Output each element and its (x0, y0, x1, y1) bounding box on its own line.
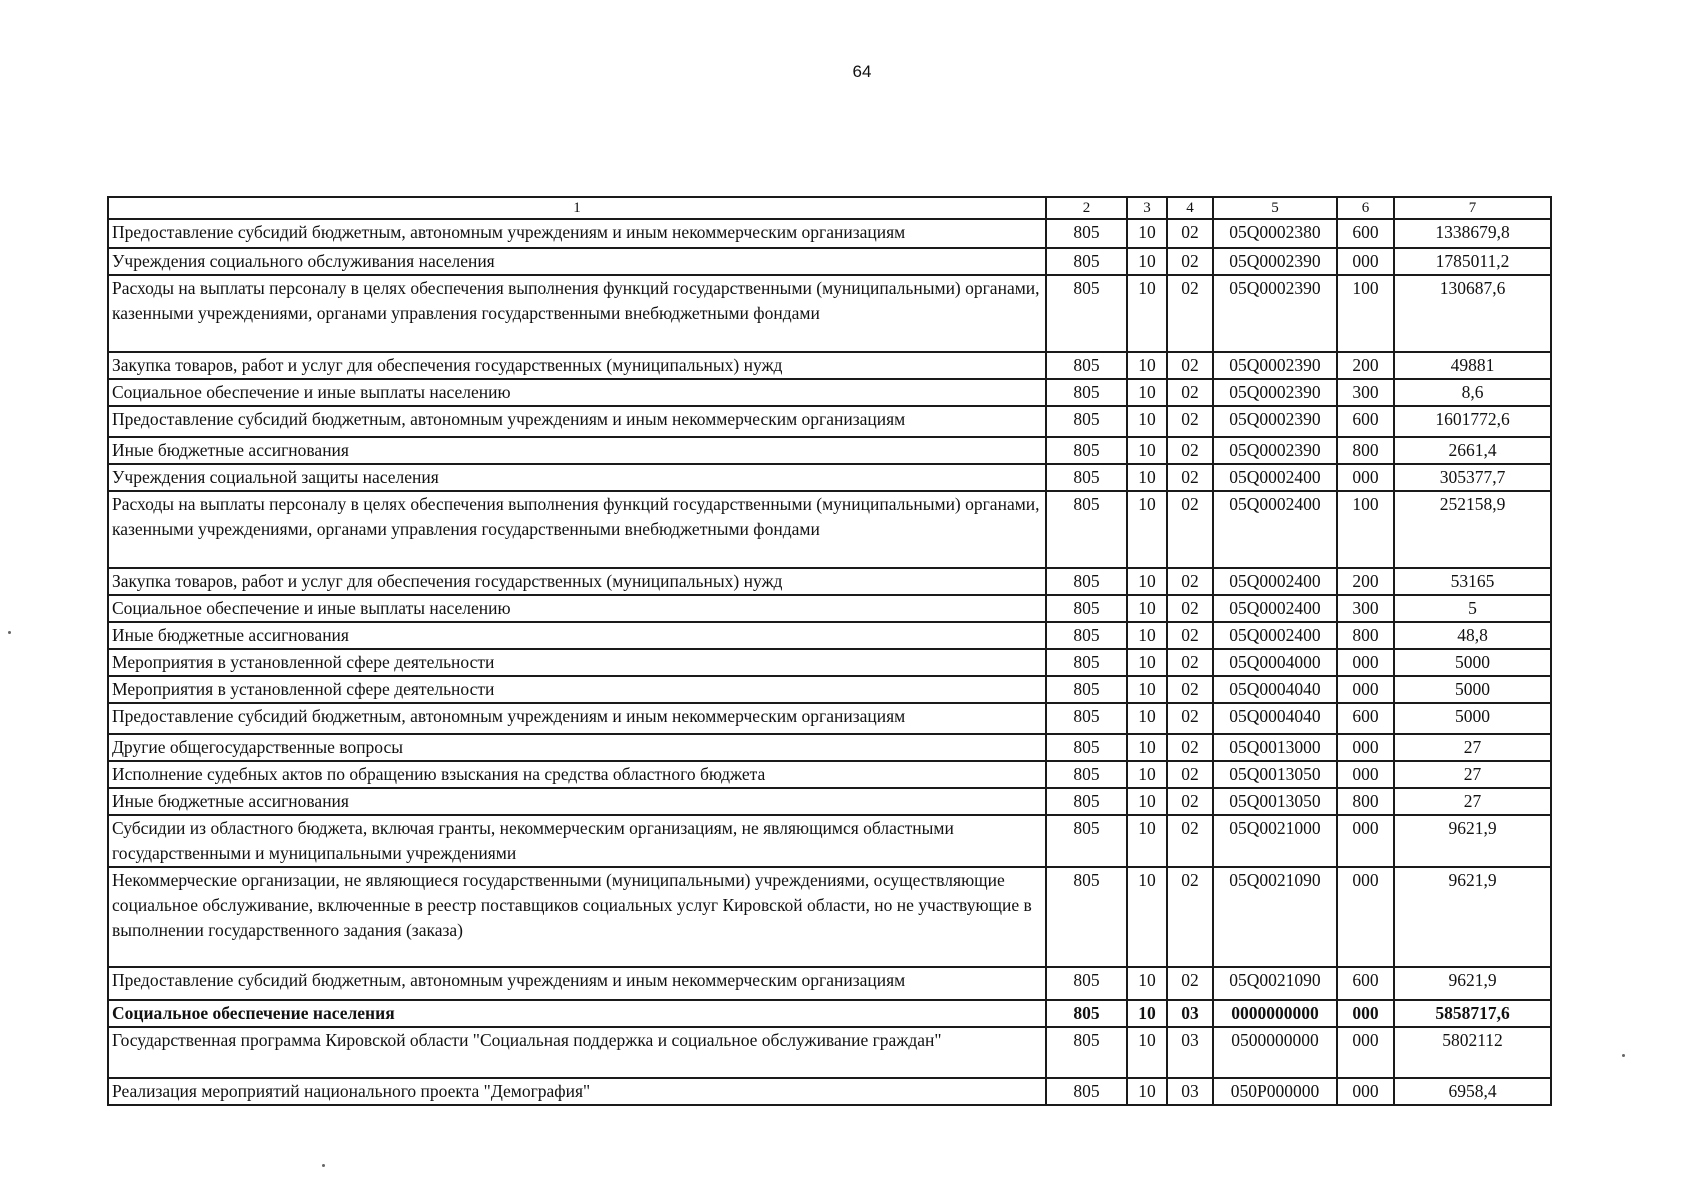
amount-cell: 49881 (1394, 352, 1551, 379)
amount-cell: 5000 (1394, 676, 1551, 703)
row-name-cell: Учреждения социального обслуживания населения (108, 248, 1046, 275)
table-row (108, 595, 1551, 622)
expense-type-cell: 100 (1337, 275, 1394, 352)
target-article-cell: 05Q0021000 (1213, 815, 1337, 867)
subsection-cell: 02 (1167, 622, 1213, 649)
subsection-cell: 02 (1167, 676, 1213, 703)
expense-type-cell: 100 (1337, 491, 1394, 568)
code-cell: 805 (1046, 437, 1127, 464)
code-cell: 805 (1046, 1027, 1127, 1078)
target-article-cell: 05Q0013000 (1213, 734, 1337, 761)
row-name-cell: Субсидии из областного бюджета, включая гранты, некоммерческим организациям, не являющимся областными государственными и муниципальными учреждениями (108, 815, 1046, 867)
scan-speck (1622, 1054, 1625, 1057)
scan-speck (8, 631, 11, 634)
section-cell: 10 (1127, 406, 1167, 437)
table-row (108, 788, 1551, 815)
section-cell: 10 (1127, 595, 1167, 622)
row-name-cell: Закупка товаров, работ и услуг для обеспечения государственных (муниципальных) нужд (108, 568, 1046, 595)
table-row (108, 1078, 1551, 1105)
amount-cell: 5000 (1394, 649, 1551, 676)
code-cell: 805 (1046, 967, 1127, 1000)
table-row (108, 464, 1551, 491)
expense-type-cell: 000 (1337, 867, 1394, 967)
subsection-cell: 02 (1167, 568, 1213, 595)
expense-type-cell: 200 (1337, 568, 1394, 595)
target-article-cell: 05Q0002390 (1213, 437, 1337, 464)
subsection-cell: 02 (1167, 352, 1213, 379)
code-cell: 805 (1046, 1078, 1127, 1105)
subsection-cell: 02 (1167, 275, 1213, 352)
code-cell: 805 (1046, 1000, 1127, 1027)
row-name-cell: Предоставление субсидий бюджетным, автономным учреждениям и иным некоммерческим организациям (108, 406, 1046, 437)
column-header: 4 (1167, 197, 1213, 219)
row-name-cell: Социальное обеспечение и иные выплаты населению (108, 379, 1046, 406)
expense-type-cell: 000 (1337, 248, 1394, 275)
subsection-cell: 02 (1167, 491, 1213, 568)
table-row (108, 649, 1551, 676)
expense-type-cell: 300 (1337, 595, 1394, 622)
subsection-cell: 02 (1167, 788, 1213, 815)
subsection-cell: 03 (1167, 1078, 1213, 1105)
amount-cell: 5858717,6 (1394, 1000, 1551, 1027)
expense-type-cell: 000 (1337, 464, 1394, 491)
subsection-cell: 02 (1167, 815, 1213, 867)
row-name-cell: Иные бюджетные ассигнования (108, 437, 1046, 464)
expense-type-cell: 000 (1337, 815, 1394, 867)
target-article-cell: 05Q0002400 (1213, 491, 1337, 568)
expense-type-cell: 000 (1337, 1078, 1394, 1105)
expense-type-cell: 600 (1337, 406, 1394, 437)
scan-speck (322, 1164, 325, 1167)
amount-cell: 252158,9 (1394, 491, 1551, 568)
row-name-cell: Некоммерческие организации, не являющиеся государственными (муниципальными) учреждениями, осуществляющие социальное обслуживание, включенные в реестр поставщиков социальных услуг Кировской области, но не участвующие в выполнении государственного задания (заказа) (108, 867, 1046, 967)
row-name-cell: Предоставление субсидий бюджетным, автономным учреждениям и иным некоммерческим организациям (108, 967, 1046, 1000)
subsection-cell: 02 (1167, 734, 1213, 761)
amount-cell: 53165 (1394, 568, 1551, 595)
expense-type-cell: 000 (1337, 649, 1394, 676)
section-cell: 10 (1127, 815, 1167, 867)
code-cell: 805 (1046, 761, 1127, 788)
section-cell: 10 (1127, 703, 1167, 734)
table-row (108, 437, 1551, 464)
expense-type-cell: 800 (1337, 437, 1394, 464)
section-cell: 10 (1127, 622, 1167, 649)
section-cell: 10 (1127, 437, 1167, 464)
amount-cell: 305377,7 (1394, 464, 1551, 491)
row-name-cell: Закупка товаров, работ и услуг для обеспечения государственных (муниципальных) нужд (108, 352, 1046, 379)
amount-cell: 5 (1394, 595, 1551, 622)
row-name-cell: Государственная программа Кировской области "Социальная поддержка и социальное обслуживание граждан" (108, 1027, 1046, 1078)
target-article-cell: 05Q0004000 (1213, 649, 1337, 676)
amount-cell: 48,8 (1394, 622, 1551, 649)
column-header: 3 (1127, 197, 1167, 219)
amount-cell: 9621,9 (1394, 867, 1551, 967)
subsection-cell: 02 (1167, 867, 1213, 967)
row-name-cell: Иные бюджетные ассигнования (108, 622, 1046, 649)
page-number: 64 (852, 62, 872, 81)
amount-cell: 27 (1394, 761, 1551, 788)
expense-type-cell: 000 (1337, 676, 1394, 703)
section-cell: 10 (1127, 352, 1167, 379)
target-article-cell: 05Q0021090 (1213, 867, 1337, 967)
amount-cell: 1338679,8 (1394, 219, 1551, 248)
target-article-cell: 05Q0002400 (1213, 622, 1337, 649)
table-row (108, 1027, 1551, 1078)
row-name-cell: Расходы на выплаты персоналу в целях обеспечения выполнения функций государственными (муниципальными) органами, казенными учреждениями, органами управления государственными внебюджетными фондами (108, 275, 1046, 352)
target-article-cell: 05Q0002380 (1213, 219, 1337, 248)
amount-cell: 27 (1394, 788, 1551, 815)
subsection-cell: 02 (1167, 649, 1213, 676)
section-cell: 10 (1127, 379, 1167, 406)
subsection-cell: 02 (1167, 464, 1213, 491)
row-name-cell: Другие общегосударственные вопросы (108, 734, 1046, 761)
code-cell: 805 (1046, 568, 1127, 595)
section-cell: 10 (1127, 275, 1167, 352)
code-cell: 805 (1046, 676, 1127, 703)
code-cell: 805 (1046, 219, 1127, 248)
subsection-cell: 02 (1167, 406, 1213, 437)
amount-cell: 2661,4 (1394, 437, 1551, 464)
table-row (108, 815, 1551, 867)
amount-cell: 5000 (1394, 703, 1551, 734)
target-article-cell: 05Q0013050 (1213, 788, 1337, 815)
target-article-cell: 05Q0002400 (1213, 464, 1337, 491)
section-cell: 10 (1127, 1000, 1167, 1027)
expense-type-cell: 000 (1337, 761, 1394, 788)
subsection-cell: 02 (1167, 437, 1213, 464)
subsection-cell: 02 (1167, 248, 1213, 275)
section-cell: 10 (1127, 788, 1167, 815)
row-name-cell: Мероприятия в установленной сфере деятельности (108, 649, 1046, 676)
target-article-cell: 05Q0002400 (1213, 568, 1337, 595)
amount-cell: 130687,6 (1394, 275, 1551, 352)
subsection-cell: 02 (1167, 595, 1213, 622)
code-cell: 805 (1046, 815, 1127, 867)
section-cell: 10 (1127, 464, 1167, 491)
code-cell: 805 (1046, 788, 1127, 815)
target-article-cell: 0000000000 (1213, 1000, 1337, 1027)
subsection-cell: 02 (1167, 379, 1213, 406)
column-header: 6 (1337, 197, 1394, 219)
amount-cell: 6958,4 (1394, 1078, 1551, 1105)
code-cell: 805 (1046, 703, 1127, 734)
row-name-cell: Расходы на выплаты персоналу в целях обеспечения выполнения функций государственными (муниципальными) органами, казенными учреждениями, органами управления государственными внебюджетными фондами (108, 491, 1046, 568)
subsection-cell: 02 (1167, 703, 1213, 734)
subsection-cell: 02 (1167, 219, 1213, 248)
expense-type-cell: 800 (1337, 622, 1394, 649)
column-header: 7 (1394, 197, 1551, 219)
table-row (108, 379, 1551, 406)
table-row (108, 967, 1551, 1000)
section-cell: 10 (1127, 568, 1167, 595)
table-row (108, 406, 1551, 437)
table-row (108, 275, 1551, 352)
expense-type-cell: 200 (1337, 352, 1394, 379)
amount-cell: 8,6 (1394, 379, 1551, 406)
code-cell: 805 (1046, 649, 1127, 676)
subsection-cell: 03 (1167, 1000, 1213, 1027)
table-row (108, 676, 1551, 703)
table-row (108, 568, 1551, 595)
target-article-cell: 050P000000 (1213, 1078, 1337, 1105)
row-name-cell: Предоставление субсидий бюджетным, автономным учреждениям и иным некоммерческим организациям (108, 703, 1046, 734)
subsection-cell: 03 (1167, 1027, 1213, 1078)
code-cell: 805 (1046, 248, 1127, 275)
target-article-cell: 05Q0004040 (1213, 703, 1337, 734)
section-cell: 10 (1127, 219, 1167, 248)
code-cell: 805 (1046, 275, 1127, 352)
expense-type-cell: 600 (1337, 219, 1394, 248)
section-cell: 10 (1127, 761, 1167, 788)
row-name-cell: Мероприятия в установленной сфере деятельности (108, 676, 1046, 703)
amount-cell: 5802112 (1394, 1027, 1551, 1078)
amount-cell: 9621,9 (1394, 815, 1551, 867)
code-cell: 805 (1046, 622, 1127, 649)
code-cell: 805 (1046, 352, 1127, 379)
target-article-cell: 05Q0002390 (1213, 379, 1337, 406)
table-row (108, 219, 1551, 248)
subsection-cell: 02 (1167, 967, 1213, 1000)
column-header: 5 (1213, 197, 1337, 219)
column-header: 1 (108, 197, 1046, 219)
expense-type-cell: 300 (1337, 379, 1394, 406)
table-row (108, 248, 1551, 275)
table-row (108, 703, 1551, 734)
expense-type-cell: 000 (1337, 734, 1394, 761)
code-cell: 805 (1046, 379, 1127, 406)
row-name-cell: Социальное обеспечение населения (108, 1000, 1046, 1027)
target-article-cell: 05Q0021090 (1213, 967, 1337, 1000)
code-cell: 805 (1046, 464, 1127, 491)
section-cell: 10 (1127, 867, 1167, 967)
section-cell: 10 (1127, 649, 1167, 676)
amount-cell: 1785011,2 (1394, 248, 1551, 275)
section-cell: 10 (1127, 1078, 1167, 1105)
expense-type-cell: 000 (1337, 1027, 1394, 1078)
target-article-cell: 05Q0004040 (1213, 676, 1337, 703)
row-name-cell: Реализация мероприятий национального проекта "Демография" (108, 1078, 1046, 1105)
target-article-cell: 05Q0002390 (1213, 275, 1337, 352)
section-cell: 10 (1127, 676, 1167, 703)
expense-type-cell: 800 (1337, 788, 1394, 815)
amount-cell: 27 (1394, 734, 1551, 761)
expense-type-cell: 600 (1337, 703, 1394, 734)
table-row (108, 867, 1551, 967)
subsection-cell: 02 (1167, 761, 1213, 788)
table-row (108, 734, 1551, 761)
budget-table (107, 196, 1552, 1106)
code-cell: 805 (1046, 867, 1127, 967)
code-cell: 805 (1046, 734, 1127, 761)
amount-cell: 1601772,6 (1394, 406, 1551, 437)
row-name-cell: Иные бюджетные ассигнования (108, 788, 1046, 815)
expense-type-cell: 600 (1337, 967, 1394, 1000)
table-row (108, 352, 1551, 379)
section-cell: 10 (1127, 967, 1167, 1000)
code-cell: 805 (1046, 406, 1127, 437)
target-article-cell: 0500000000 (1213, 1027, 1337, 1078)
target-article-cell: 05Q0013050 (1213, 761, 1337, 788)
column-header: 2 (1046, 197, 1127, 219)
row-name-cell: Предоставление субсидий бюджетным, автономным учреждениям и иным некоммерческим организациям (108, 219, 1046, 248)
section-cell: 10 (1127, 734, 1167, 761)
section-cell: 10 (1127, 491, 1167, 568)
row-name-cell: Социальное обеспечение и иные выплаты населению (108, 595, 1046, 622)
target-article-cell: 05Q0002390 (1213, 406, 1337, 437)
table-row (108, 1000, 1551, 1027)
table-row (108, 622, 1551, 649)
code-cell: 805 (1046, 595, 1127, 622)
row-name-cell: Учреждения социальной защиты населения (108, 464, 1046, 491)
target-article-cell: 05Q0002400 (1213, 595, 1337, 622)
table-row (108, 761, 1551, 788)
row-name-cell: Исполнение судебных актов по обращению взыскания на средства областного бюджета (108, 761, 1046, 788)
section-cell: 10 (1127, 1027, 1167, 1078)
amount-cell: 9621,9 (1394, 967, 1551, 1000)
section-cell: 10 (1127, 248, 1167, 275)
target-article-cell: 05Q0002390 (1213, 248, 1337, 275)
code-cell: 805 (1046, 491, 1127, 568)
table-row (108, 491, 1551, 568)
table-header-row (108, 197, 1551, 219)
target-article-cell: 05Q0002390 (1213, 352, 1337, 379)
expense-type-cell: 000 (1337, 1000, 1394, 1027)
